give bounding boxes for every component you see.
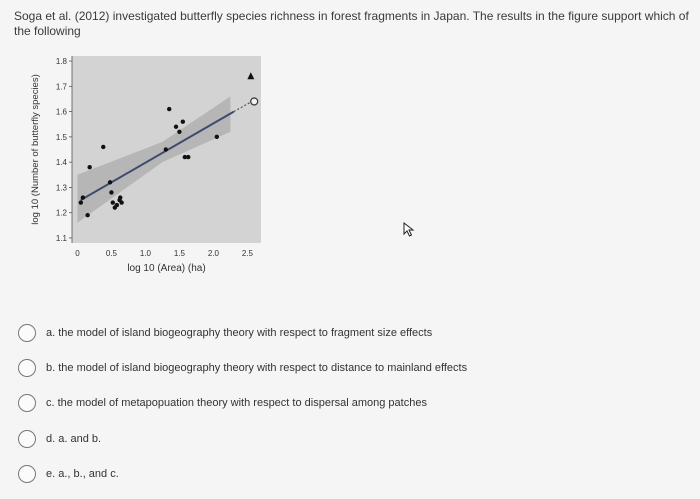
data-point-6 — [109, 190, 113, 194]
y-tick-label-2: 1.3 — [55, 183, 67, 193]
option-d-radio[interactable] — [18, 430, 36, 448]
x-tick-label-2: 1.0 — [139, 249, 151, 258]
data-point-19 — [186, 155, 190, 159]
option-b-radio[interactable] — [18, 359, 36, 377]
y-tick-label-6: 1.7 — [55, 82, 67, 92]
question-text: Soga et al. (2012) investigated butterfly species richness in forest fragments in Japan. The results in the figure support which of the following — [14, 9, 689, 38]
option-e[interactable] — [18, 461, 119, 487]
option-e-radio[interactable] — [18, 465, 36, 483]
option-e-label: e. a., b., and c. — [46, 468, 119, 480]
y-tick-label-1: 1.2 — [55, 208, 67, 218]
x-tick-label-3: 1.5 — [173, 249, 185, 258]
option-c[interactable] — [18, 390, 427, 416]
data-point-16 — [177, 130, 181, 134]
y-tick-label-3: 1.4 — [55, 158, 67, 168]
data-point-17 — [181, 120, 185, 124]
option-b-label: b. the model of island biogeography theory with respect to distance to mainland effects — [46, 362, 468, 374]
x-tick-label-4: 2.0 — [207, 249, 219, 258]
x-tick-label-0: 0 — [75, 249, 80, 258]
data-point-12 — [118, 195, 122, 199]
data-point-13 — [164, 147, 168, 151]
option-d-label: d. a. and b. — [46, 433, 102, 445]
data-point-7 — [111, 200, 115, 204]
y-tick-label-4: 1.5 — [55, 132, 67, 142]
option-d[interactable] — [18, 426, 101, 452]
option-a-radio[interactable] — [18, 324, 36, 342]
option-c-label: c. the model of metapopuation theory with respect to dispersal among patches — [46, 397, 427, 409]
data-point-4 — [101, 145, 105, 149]
data-point-5 — [108, 180, 112, 184]
x-tick-label-5: 2.5 — [241, 249, 253, 258]
open-circle-point — [251, 98, 258, 105]
y-tick-label-7: 1.8 — [55, 57, 67, 67]
option-a-label: a. the model of island biogeography theory with respect to fragment size effects — [46, 327, 433, 339]
option-c-radio[interactable] — [18, 394, 36, 412]
y-tick-label-0: 1.1 — [55, 233, 67, 243]
data-point-2 — [85, 213, 89, 217]
data-point-3 — [87, 165, 91, 169]
data-point-20 — [215, 135, 219, 139]
data-point-9 — [115, 203, 119, 207]
scatter-figure — [28, 50, 273, 285]
y-tick-label-5: 1.6 — [55, 107, 67, 117]
mouse-cursor-icon — [402, 222, 416, 238]
data-point-11 — [119, 200, 123, 204]
scatter-chart — [28, 50, 273, 285]
option-b[interactable] — [18, 355, 467, 381]
data-point-1 — [81, 195, 85, 199]
data-point-15 — [174, 125, 178, 129]
x-tick-label-1: 0.5 — [105, 249, 117, 258]
y-axis-label: log 10 (Number of butterfly species) — [30, 74, 41, 225]
x-axis-label: log 10 (Area) (ha) — [127, 263, 206, 274]
data-point-0 — [79, 200, 83, 204]
data-point-14 — [167, 107, 171, 111]
option-a[interactable] — [18, 320, 432, 346]
